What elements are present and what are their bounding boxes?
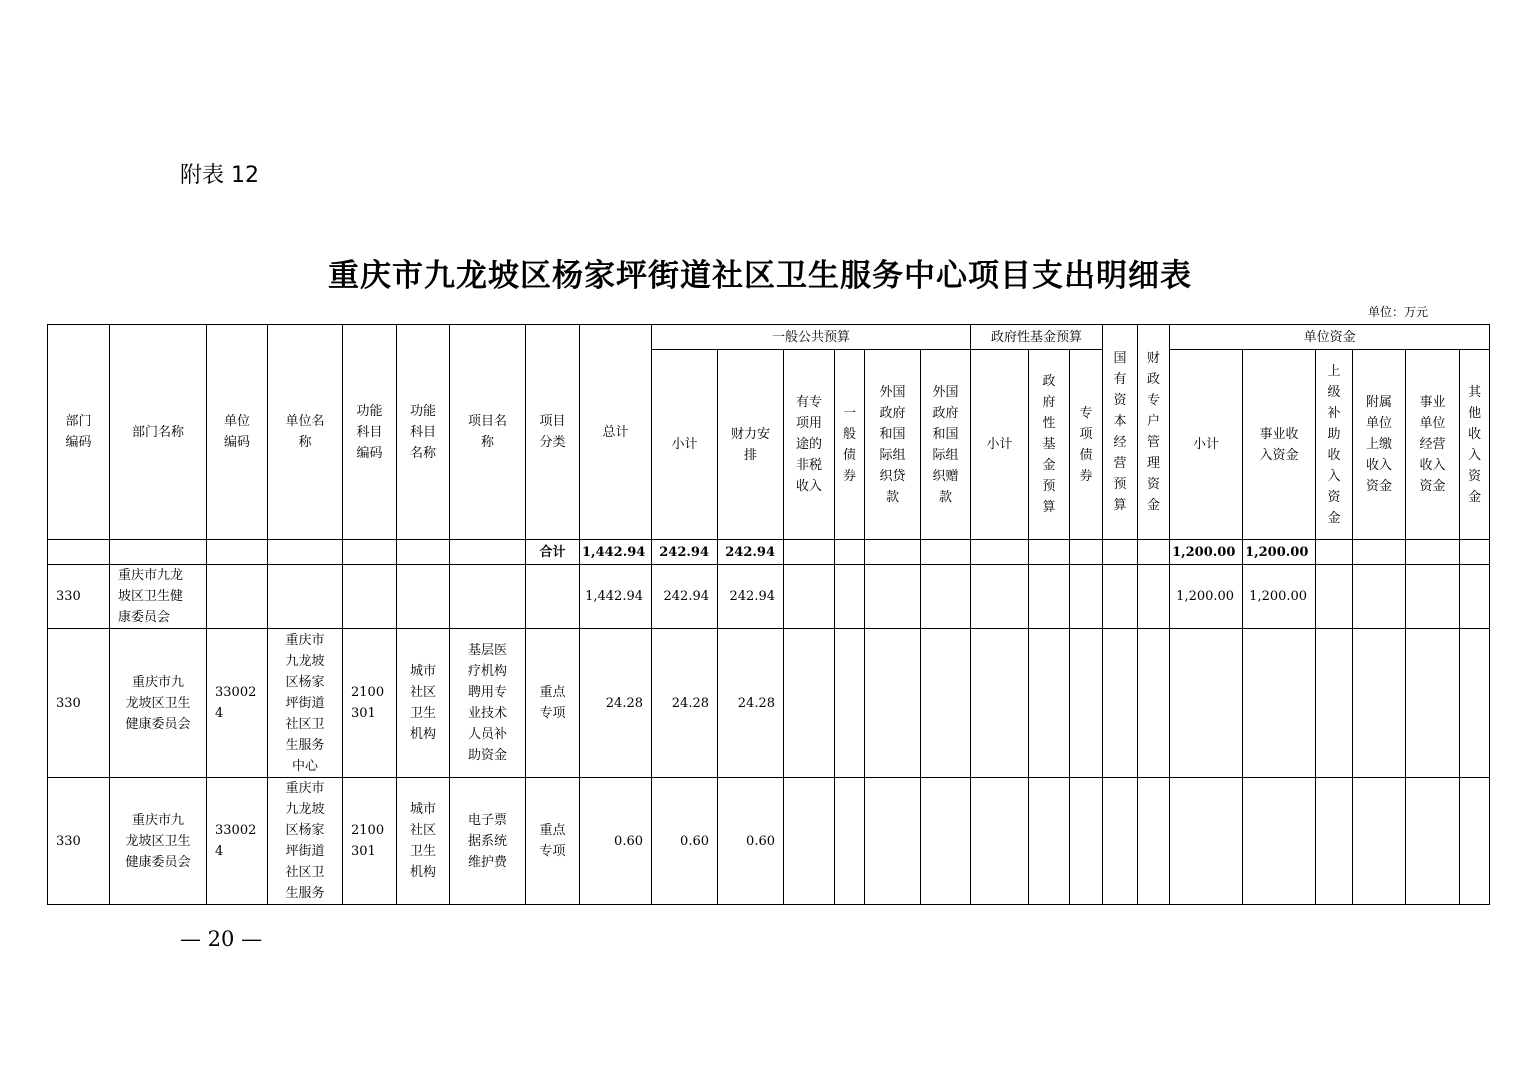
header-gen-subtotal: 小计 [652,350,718,540]
total-label: 合计 [526,540,580,565]
dept-code: 330 [48,565,110,629]
header-gf-subtotal: 小计 [971,350,1029,540]
row-unit-code: 33002 4 [207,778,268,905]
page-title: 重庆市九龙坡区杨家坪街道社区卫生服务中心项目支出明细表 [328,258,1192,294]
appendix-label: 附表 12 [180,163,259,188]
row-unit-name: 重庆市 九龙坡 区杨家 坪街道 社区卫 生服务 [268,778,343,905]
header-uf-subtotal: 小计 [1170,350,1243,540]
header-project-name: 项目名 称 [450,325,526,540]
dept-name: 重庆市九龙 坡区卫生健 康委员会 [110,565,207,629]
row-total: 0.60 [580,778,652,905]
total-uf-subtotal: 1,200.00 [1170,540,1243,565]
project-expenditure-table [47,324,1490,905]
header-gf-special-bond: 专 项 债 券 [1070,350,1103,540]
header-state-capital: 国 有 资 本 经 营 预 算 [1103,325,1138,540]
header-dept-name: 部门名称 [110,325,207,540]
header-uf-business: 事业收 入资金 [1243,350,1316,540]
table-row [48,778,1490,905]
header-project-type: 项目 分类 [526,325,580,540]
row-gen-fiscal: 24.28 [718,629,784,778]
row-gen-subtotal: 0.60 [652,778,718,905]
row-func-code: 2100 301 [343,629,397,778]
total-uf-business: 1,200.00 [1243,540,1316,565]
header-row-1 [48,325,1490,350]
dept-uf-subtotal: 1,200.00 [1170,565,1243,629]
dept-gen-subtotal: 242.94 [652,565,718,629]
total-cell: 1,442.94 [580,540,652,565]
total-row [48,540,1490,565]
row-total: 24.28 [580,629,652,778]
row-dept-code: 330 [48,778,110,905]
header-fiscal-account: 财 政 专 户 管 理 资 金 [1138,325,1170,540]
row-func-name: 城市 社区 卫生 机构 [397,778,450,905]
header-group-general-budget: 一般公共预算 [652,325,971,350]
header-uf-superior: 上 级 补 助 收 入 资 金 [1316,350,1353,540]
header-group-unit-funds: 单位资金 [1170,325,1490,350]
header-dept-code: 部门 编码 [48,325,110,540]
dept-row [48,565,1490,629]
header-gen-bond: 一 般 债 券 [835,350,865,540]
header-uf-operating: 事业 单位 经营 收入 资金 [1406,350,1460,540]
table-row [48,629,1490,778]
row-dept-name: 重庆市九 龙坡区卫生 健康委员会 [110,778,207,905]
header-unit-name: 单位名 称 [268,325,343,540]
row-func-name: 城市 社区 卫生 机构 [397,629,450,778]
row-gen-fiscal: 0.60 [718,778,784,905]
header-func-code: 功能 科目 编码 [343,325,397,540]
row-dept-code: 330 [48,629,110,778]
total-gen-fiscal: 242.94 [718,540,784,565]
header-uf-other: 其 他 收 入 资 金 [1460,350,1490,540]
row-project-type: 重点 专项 [526,778,580,905]
header-total: 总计 [580,325,652,540]
dept-gen-fiscal: 242.94 [718,565,784,629]
header-gen-foreign-loan: 外国 政府 和国 际组 织贷 款 [865,350,921,540]
row-func-code: 2100 301 [343,778,397,905]
total-gen-subtotal: 242.94 [652,540,718,565]
row-gen-subtotal: 24.28 [652,629,718,778]
row-project-name: 基层医 疗机构 聘用专 业技术 人员补 助资金 [450,629,526,778]
row-project-type: 重点 专项 [526,629,580,778]
header-gf-budget: 政 府 性 基 金 预 算 [1029,350,1070,540]
dept-uf-business: 1,200.00 [1243,565,1316,629]
header-gen-foreign-grant: 外国 政府 和国 际组 织赠 款 [921,350,971,540]
header-gen-fiscal: 财力安 排 [718,350,784,540]
dept-total: 1,442.94 [580,565,652,629]
page-number: — 20 — [180,927,263,951]
row-dept-name: 重庆市九 龙坡区卫生 健康委员会 [110,629,207,778]
header-unit-code: 单位 编码 [207,325,268,540]
unit-label: 单位：万元 [1368,305,1429,319]
row-unit-name: 重庆市 九龙坡 区杨家 坪街道 社区卫 生服务 中心 [268,629,343,778]
row-unit-code: 33002 4 [207,629,268,778]
header-func-name: 功能 科目 名称 [397,325,450,540]
header-gen-special-nontax: 有专 项用 途的 非税 收入 [784,350,835,540]
row-project-name: 电子票 据系统 维护费 [450,778,526,905]
header-group-gov-fund-budget: 政府性基金预算 [971,325,1103,350]
header-uf-affiliated: 附属 单位 上缴 收入 资金 [1353,350,1406,540]
